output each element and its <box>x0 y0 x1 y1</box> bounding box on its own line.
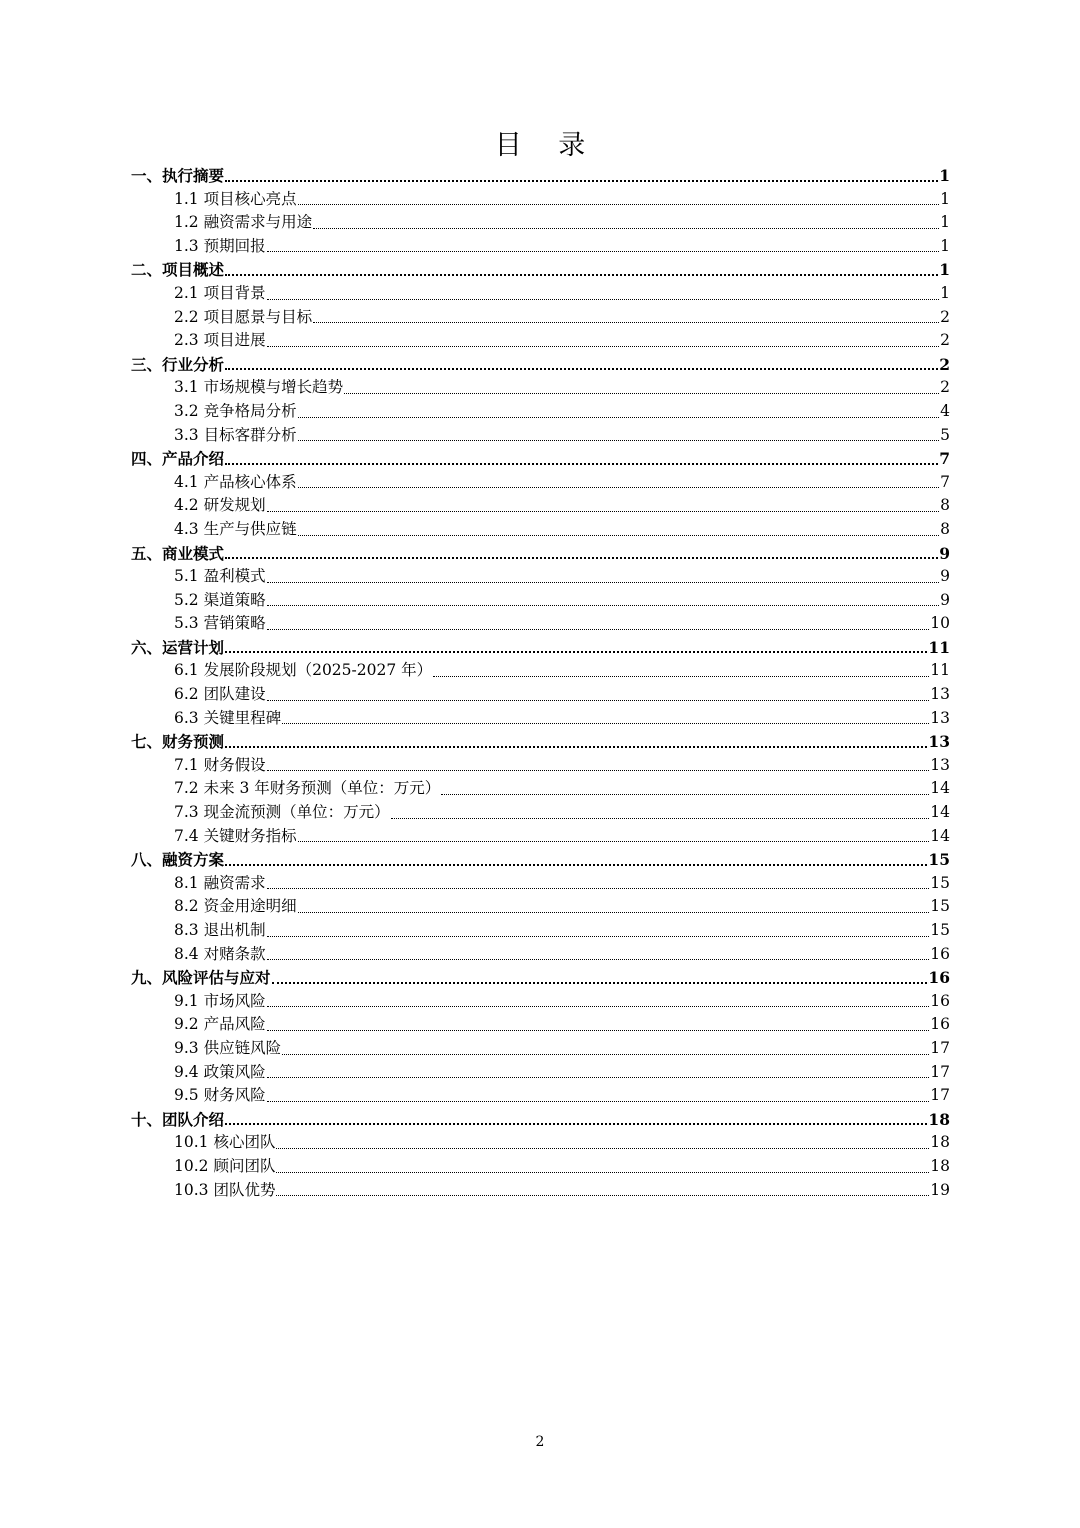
toc-entry-label: 1.1 项目核心亮点 <box>174 189 297 208</box>
toc-chapter-entry[interactable] <box>131 353 950 377</box>
toc-dot-leader <box>441 777 929 801</box>
toc-section-entry[interactable] <box>131 1061 950 1085</box>
toc-dot-leader <box>313 306 939 330</box>
toc-entry-label: 9.2 产品风险 <box>174 1015 266 1034</box>
toc-section-entry[interactable] <box>131 707 950 731</box>
toc-entry-label: 四、产品介绍 <box>131 449 225 469</box>
toc-section-entry[interactable] <box>131 518 950 542</box>
toc-dot-leader <box>282 1037 929 1061</box>
toc-section-entry[interactable] <box>131 659 950 683</box>
toc-dot-leader <box>276 1131 929 1155</box>
toc-dot-leader <box>225 636 927 660</box>
toc-dot-leader <box>267 235 940 259</box>
toc-section-entry[interactable] <box>131 777 950 801</box>
toc-dot-leader <box>267 754 930 778</box>
toc-entry-page-number: 8 <box>940 496 950 515</box>
toc-entry-page-number: 16 <box>930 991 950 1010</box>
toc-entry-page-number: 1 <box>940 213 950 232</box>
toc-section-entry[interactable] <box>131 612 950 636</box>
toc-entry-label: 8.2 资金用途明细 <box>174 897 297 916</box>
toc-section-entry[interactable] <box>131 1131 950 1155</box>
toc-dot-leader <box>267 282 940 306</box>
toc-section-entry[interactable] <box>131 400 950 424</box>
toc-entry-label: 八、融资方案 <box>131 850 225 870</box>
toc-dot-leader <box>267 1061 930 1085</box>
toc-chapter-entry[interactable] <box>131 1108 950 1132</box>
toc-dot-leader <box>225 848 927 872</box>
toc-dot-leader <box>298 895 930 919</box>
toc-section-entry[interactable] <box>131 424 950 448</box>
toc-entry-page-number: 18 <box>930 1133 950 1152</box>
toc-entry-page-number: 13 <box>930 708 950 727</box>
toc-entry-label: 5.2 渠道策略 <box>174 590 266 609</box>
toc-entry-label: 7.3 现金流预测（单位：万元） <box>174 803 390 822</box>
toc-entry-page-number: 11 <box>930 661 950 680</box>
toc-entry-label: 10.1 核心团队 <box>174 1133 276 1152</box>
toc-dot-leader <box>267 943 930 967</box>
toc-dot-leader <box>225 542 938 566</box>
toc-dot-leader <box>267 990 930 1014</box>
toc-chapter-entry[interactable] <box>131 848 950 872</box>
toc-entry-label: 七、财务预测 <box>131 732 225 752</box>
toc-dot-leader <box>298 424 940 448</box>
toc-dot-leader <box>276 1179 929 1203</box>
toc-chapter-entry[interactable] <box>131 447 950 471</box>
toc-entry-label: 7.1 财务假设 <box>174 755 266 774</box>
toc-entry-page-number: 17 <box>930 1086 950 1105</box>
toc-dot-leader <box>313 211 939 235</box>
toc-dot-leader <box>433 659 929 683</box>
toc-section-entry[interactable] <box>131 895 950 919</box>
toc-section-entry[interactable] <box>131 990 950 1014</box>
toc-chapter-entry[interactable] <box>131 258 950 282</box>
toc-section-entry[interactable] <box>131 376 950 400</box>
toc-chapter-entry[interactable] <box>131 966 950 990</box>
toc-dot-leader <box>225 447 938 471</box>
toc-entry-label: 9.5 财务风险 <box>174 1086 266 1105</box>
toc-dot-leader <box>225 258 938 282</box>
toc-entry-page-number: 18 <box>928 1109 950 1129</box>
toc-entry-label: 8.3 退出机制 <box>174 921 266 939</box>
toc-entry-page-number: 8 <box>940 519 950 538</box>
toc-entry-label: 5.3 营销策略 <box>174 614 266 633</box>
toc-dot-leader <box>391 801 930 825</box>
toc-entry-page-number: 1 <box>939 166 950 185</box>
toc-dot-leader <box>267 1013 930 1037</box>
toc-section-entry[interactable] <box>131 1037 950 1061</box>
toc-dot-leader <box>267 612 930 636</box>
toc-section-entry[interactable] <box>131 329 950 353</box>
toc-entry-label: 1.2 融资需求与用途 <box>174 213 313 232</box>
toc-dot-leader <box>344 376 939 400</box>
toc-section-entry[interactable] <box>131 1084 950 1108</box>
toc-entry-label: 7.2 未来 3 年财务预测（单位：万元） <box>174 779 441 798</box>
toc-dot-leader <box>225 164 938 188</box>
toc-entry-page-number: 13 <box>930 685 950 704</box>
toc-section-entry[interactable] <box>131 188 950 212</box>
toc-dot-leader <box>225 1108 927 1132</box>
toc-dot-leader <box>298 188 940 212</box>
toc-entry-page-number: 10 <box>930 614 950 633</box>
toc-entry-label: 10.2 顾问团队 <box>174 1156 276 1175</box>
toc-entry-page-number: 7 <box>939 449 950 469</box>
toc-chapter-entry[interactable] <box>131 542 950 566</box>
toc-chapter-entry[interactable] <box>131 164 950 188</box>
toc-section-entry[interactable] <box>131 1155 950 1179</box>
toc-entry-page-number: 2 <box>940 378 950 397</box>
toc-entry-page-number: 14 <box>930 803 950 822</box>
toc-entry-label: 三、行业分析 <box>131 354 225 374</box>
toc-entry-label: 二、项目概述 <box>131 260 225 280</box>
toc-entry-label: 4.2 研发规划 <box>174 496 266 515</box>
toc-entry-page-number: 17 <box>930 1038 950 1057</box>
toc-entry-page-number: 16 <box>928 968 950 988</box>
toc-entry-page-number: 15 <box>930 873 950 892</box>
toc-section-entry[interactable] <box>131 494 950 518</box>
toc-entry-label: 6.2 团队建设 <box>174 685 266 704</box>
toc-entry-page-number: 4 <box>940 401 950 420</box>
toc-section-entry[interactable] <box>131 943 950 967</box>
toc-entry-page-number: 2 <box>939 354 950 374</box>
toc-section-entry[interactable] <box>131 306 950 330</box>
toc-entry-label: 十、团队介绍 <box>131 1109 225 1129</box>
toc-entry-label: 2.2 项目愿景与目标 <box>174 307 313 326</box>
toc-entry-label: 九、风险评估与应对 <box>131 968 271 988</box>
toc-title: 目 录 <box>494 130 600 161</box>
toc-section-entry[interactable] <box>131 872 950 896</box>
toc-entry-label: 六、运营计划 <box>131 637 225 657</box>
toc-entry-page-number: 18 <box>930 1156 950 1175</box>
toc-entry-label: 五、商业模式 <box>131 543 225 563</box>
toc-section-entry[interactable] <box>131 471 950 495</box>
toc-entry-label: 8.4 对赌条款 <box>174 944 266 963</box>
toc-entry-label: 6.3 关键里程碑 <box>174 708 282 727</box>
toc-dot-leader <box>267 919 930 943</box>
toc-entry-label: 3.1 市场规模与增长趋势 <box>174 378 344 397</box>
toc-entry-page-number: 17 <box>930 1062 950 1081</box>
toc-entry-page-number: 15 <box>928 850 950 870</box>
toc-entry-label: 4.1 产品核心体系 <box>174 472 297 491</box>
toc-entry-page-number: 11 <box>928 637 950 657</box>
toc-entry-page-number: 16 <box>930 1015 950 1034</box>
toc-entry-page-number: 9 <box>940 567 950 586</box>
toc-dot-leader <box>298 825 930 849</box>
toc-entry-label: 2.1 项目背景 <box>174 283 266 302</box>
toc-chapter-entry[interactable] <box>131 636 950 660</box>
toc-section-entry[interactable] <box>131 919 950 943</box>
toc-entry-label: 10.3 团队优势 <box>174 1180 276 1199</box>
toc-section-entry[interactable] <box>131 1013 950 1037</box>
toc-entry-page-number: 9 <box>939 543 950 563</box>
toc-dot-leader <box>298 518 940 542</box>
toc-section-entry[interactable] <box>131 282 950 306</box>
toc-entry-label: 2.3 项目进展 <box>174 331 266 350</box>
toc-dot-leader <box>298 471 940 495</box>
toc-entry-label: 3.2 竞争格局分析 <box>174 401 297 420</box>
toc-entry-page-number: 7 <box>940 472 950 491</box>
toc-entry-label: 9.3 供应链风险 <box>174 1038 282 1057</box>
toc-dot-leader <box>225 730 927 754</box>
toc-section-entry[interactable] <box>131 235 950 259</box>
toc-section-entry[interactable] <box>131 565 950 589</box>
toc-entry-label: 9.4 政策风险 <box>174 1062 266 1081</box>
toc-entry-label: 7.4 关键财务指标 <box>174 826 297 845</box>
toc-entry-page-number: 5 <box>940 425 950 444</box>
toc-entry-label: 9.1 市场风险 <box>174 991 266 1010</box>
toc-section-entry[interactable] <box>131 754 950 778</box>
toc-entry-page-number: 16 <box>930 944 950 963</box>
toc-entry-page-number: 1 <box>939 260 950 280</box>
toc-dot-leader <box>282 707 929 731</box>
toc-entry-page-number: 2 <box>940 307 950 326</box>
toc-entry-page-number: 14 <box>930 779 950 798</box>
toc-entry-page-number: 1 <box>940 283 950 302</box>
toc-entry-page-number: 1 <box>940 189 950 208</box>
toc-entry-label: 1.3 预期回报 <box>174 236 266 255</box>
toc-dot-leader <box>272 966 928 990</box>
toc-section-entry[interactable] <box>131 683 950 707</box>
toc-section-entry[interactable] <box>131 1179 950 1203</box>
toc-entry-label: 5.1 盈利模式 <box>174 567 266 586</box>
toc-dot-leader <box>267 589 940 613</box>
toc-section-entry[interactable] <box>131 589 950 613</box>
toc-dot-leader <box>225 353 938 377</box>
page-number: 2 <box>535 1434 545 1450</box>
toc-entry-label: 一、执行摘要 <box>131 166 225 185</box>
toc-dot-leader <box>267 1084 930 1108</box>
toc-dot-leader <box>267 565 940 589</box>
toc-section-entry[interactable] <box>131 211 950 235</box>
toc-entry-label: 8.1 融资需求 <box>174 873 266 892</box>
toc-entry-page-number: 13 <box>930 755 950 774</box>
toc-entry-page-number: 9 <box>940 590 950 609</box>
toc-entry-label: 3.3 目标客群分析 <box>174 425 297 444</box>
toc-entry-page-number: 13 <box>928 732 950 752</box>
toc-entry-label: 6.1 发展阶段规划（2025-2027 年） <box>174 661 433 680</box>
toc-entry-page-number: 15 <box>930 897 950 916</box>
toc-entry-page-number: 14 <box>930 826 950 845</box>
toc-chapter-entry[interactable] <box>131 730 950 754</box>
toc-entry-page-number: 2 <box>940 331 950 350</box>
toc-dot-leader <box>267 494 940 518</box>
toc-entry-page-number: 15 <box>930 921 950 939</box>
toc-section-entry[interactable] <box>131 825 950 849</box>
toc-dot-leader <box>276 1155 929 1179</box>
toc-dot-leader <box>267 683 930 707</box>
toc-dot-leader <box>267 872 930 896</box>
toc-entry-page-number: 19 <box>930 1180 950 1199</box>
toc-entry-page-number: 1 <box>940 236 950 255</box>
table-of-contents <box>131 164 950 1202</box>
toc-section-entry[interactable] <box>131 801 950 825</box>
toc-entry-label: 4.3 生产与供应链 <box>174 519 297 538</box>
toc-dot-leader <box>298 400 940 424</box>
toc-dot-leader <box>267 329 940 353</box>
